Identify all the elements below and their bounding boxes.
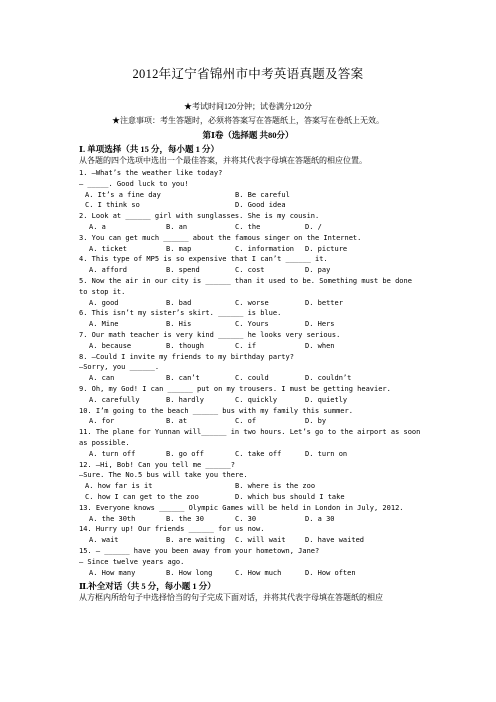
answer-option[interactable]: A. It’s a fine day bbox=[85, 190, 161, 199]
section1-desc: 从各题的四个选项中选出一个最佳答案，并将其代表字母填在答题纸的相应位置。 bbox=[79, 156, 367, 165]
answer-option[interactable]: A. carefully bbox=[89, 395, 140, 404]
answer-option[interactable]: A. turn off bbox=[89, 449, 136, 458]
answer-option[interactable]: D. Good idea bbox=[235, 201, 286, 210]
answer-option[interactable]: D. couldn’t bbox=[305, 374, 352, 383]
answer-option[interactable]: D. Hers bbox=[305, 320, 335, 329]
answer-option[interactable]: C. worse bbox=[235, 298, 269, 307]
answer-option[interactable]: C. Yours bbox=[235, 320, 269, 329]
answer-option[interactable]: C. of bbox=[235, 417, 257, 426]
answer-option[interactable]: B. are waiting bbox=[166, 536, 226, 545]
question-stem: 4. This type of MP5 is so expensive that I can’t ______ it. bbox=[79, 255, 328, 264]
question-stem: 5. Now the air in our city is ______ than it used to be. Something must be done bbox=[79, 277, 412, 285]
answer-option[interactable]: C. will wait bbox=[235, 536, 286, 545]
answer-option[interactable]: A. a bbox=[89, 223, 106, 231]
question-stem: 10. I’m going to the beach ______ bus with my family this summer. bbox=[79, 406, 353, 415]
answer-option[interactable]: B. hardly bbox=[166, 395, 204, 404]
answer-option[interactable]: B. map bbox=[166, 244, 192, 253]
answer-option[interactable]: B. spend bbox=[166, 266, 200, 275]
answer-option[interactable]: C. quickly bbox=[235, 395, 278, 404]
question-stem-cont: as possible. bbox=[79, 439, 130, 447]
question-stem: 9. Oh, my God! I can ______ put on my trousers. I must be getting heavier. bbox=[79, 385, 391, 393]
question-stem: 7. Our math teacher is very kind ______ he looks very serious. bbox=[79, 331, 341, 339]
answer-option[interactable]: D. picture bbox=[305, 244, 348, 253]
answer-option[interactable]: C. the bbox=[235, 223, 261, 231]
answer-option[interactable]: C. how I can get to the zoo bbox=[85, 493, 199, 501]
answer-option[interactable]: B. His bbox=[166, 320, 192, 329]
answer-option[interactable]: A. afford bbox=[89, 266, 127, 275]
answer-option[interactable]: D. quietly bbox=[305, 395, 348, 404]
exam-notice: ★注意事项：考生答题时，必须将答案写在答题纸上，答案写在卷纸上无效。 bbox=[112, 116, 384, 125]
answer-option[interactable]: D. have waited bbox=[305, 536, 365, 545]
answer-option[interactable]: A. because bbox=[89, 341, 132, 350]
answer-option[interactable]: A. how far is it bbox=[85, 482, 153, 491]
question-stem: 8. —Could I invite my friends to my birthday party? bbox=[79, 352, 294, 361]
answer-option[interactable]: D. turn on bbox=[305, 449, 348, 458]
question-stem: 1. —What’s the weather like today? bbox=[79, 169, 223, 177]
answer-option[interactable]: B. How long bbox=[166, 568, 213, 577]
answer-option[interactable]: A. for bbox=[89, 417, 115, 426]
answer-option[interactable]: A. can bbox=[89, 374, 115, 383]
question-stem: 2. Look at ______ girl with sunglasses. She is my cousin. bbox=[79, 212, 320, 221]
answer-option[interactable]: A. How many bbox=[89, 568, 136, 577]
answer-option[interactable]: C. How much bbox=[235, 568, 282, 577]
answer-option[interactable]: B. though bbox=[166, 341, 204, 350]
answer-option[interactable]: D. How often bbox=[305, 568, 356, 577]
page-title: 2012年辽宁省锦州市中考英语真题及答案 bbox=[132, 67, 364, 81]
question-stem: 12. —Hi, Bob! Can you tell me ______? bbox=[79, 460, 235, 469]
answer-option[interactable]: D. a 30 bbox=[305, 514, 335, 523]
question-stem: 15. — ______ have you been away from your hometown, Jane? bbox=[79, 547, 320, 555]
answer-option[interactable]: A. wait bbox=[89, 536, 119, 545]
question-stem-cont: — Since twelve years ago. bbox=[79, 557, 185, 566]
part-heading: 第Ⅰ卷（选择题 共80分） bbox=[202, 130, 294, 140]
question-stem: 14. Hurry up! Our friends ______ for us now. bbox=[79, 525, 265, 534]
answer-option[interactable]: D. which bus should I take bbox=[235, 493, 345, 501]
answer-option[interactable]: A. good bbox=[89, 298, 119, 307]
answer-option[interactable]: A. the 30th bbox=[89, 514, 136, 523]
answer-option[interactable]: D. pay bbox=[305, 266, 331, 275]
answer-option[interactable]: B. where is the zoo bbox=[235, 482, 316, 491]
answer-option[interactable]: B. can’t bbox=[166, 374, 200, 383]
section2-desc: 从方框内所给句子中选择恰当的句子完成下面对话，并将其代表字母填在答题纸的相应 bbox=[79, 593, 383, 603]
section1-title: Ⅰ. 单项选择（共 15 分，每小题 1 分） bbox=[79, 144, 219, 154]
question-stem: 13. Everyone knows ______ Olympic Games will be held in London in July, 2012. bbox=[79, 503, 404, 512]
section2-title: Ⅱ.补全对话（共 5 分，每小题 1 分） bbox=[79, 581, 216, 592]
answer-option[interactable]: C. could bbox=[235, 374, 269, 383]
question-stem-cont: —Sorry, you ______. bbox=[79, 363, 160, 372]
answer-option[interactable]: B. go off bbox=[166, 449, 204, 458]
question-stem-cont: to stop it. bbox=[79, 287, 126, 296]
answer-option[interactable]: C. I think so bbox=[85, 201, 140, 210]
question-stem: 11. The plane for Yunnan will______ in two hours. Let’s go to the airport as soon bbox=[79, 428, 421, 437]
answer-option[interactable]: D. better bbox=[305, 298, 343, 307]
answer-option[interactable]: C. 30 bbox=[235, 514, 257, 523]
question-stem-cont: —Sure. The No.5 bus will take you there. bbox=[79, 471, 248, 480]
answer-option[interactable]: B. bad bbox=[166, 298, 192, 307]
answer-option[interactable]: C. information bbox=[235, 244, 295, 253]
answer-option[interactable]: B. at bbox=[166, 417, 188, 426]
answer-option[interactable]: C. if bbox=[235, 341, 257, 350]
answer-option[interactable]: C. cost bbox=[235, 266, 265, 275]
question-stem: 6. This isn’t my sister’s skirt. ______ is blue. bbox=[79, 309, 282, 318]
answer-option[interactable]: A. ticket bbox=[89, 244, 127, 253]
question-stem-cont: — _____. Good luck to you! bbox=[79, 179, 189, 188]
answer-option[interactable]: B. Be careful bbox=[235, 190, 290, 199]
answer-option[interactable]: B. the 30 bbox=[166, 514, 204, 523]
answer-option[interactable]: D. when bbox=[305, 341, 335, 350]
answer-option[interactable]: D. / bbox=[305, 223, 322, 231]
answer-option[interactable]: D. by bbox=[305, 417, 327, 426]
question-stem: 3. You can get much ______ about the famous singer on the Internet. bbox=[79, 233, 362, 242]
exam-info: ★考试时间120分钟；试卷满分120分 bbox=[184, 102, 312, 111]
answer-option[interactable]: C. take off bbox=[235, 449, 282, 458]
answer-option[interactable]: A. Mine bbox=[89, 320, 119, 329]
answer-option[interactable]: B. an bbox=[166, 223, 188, 231]
